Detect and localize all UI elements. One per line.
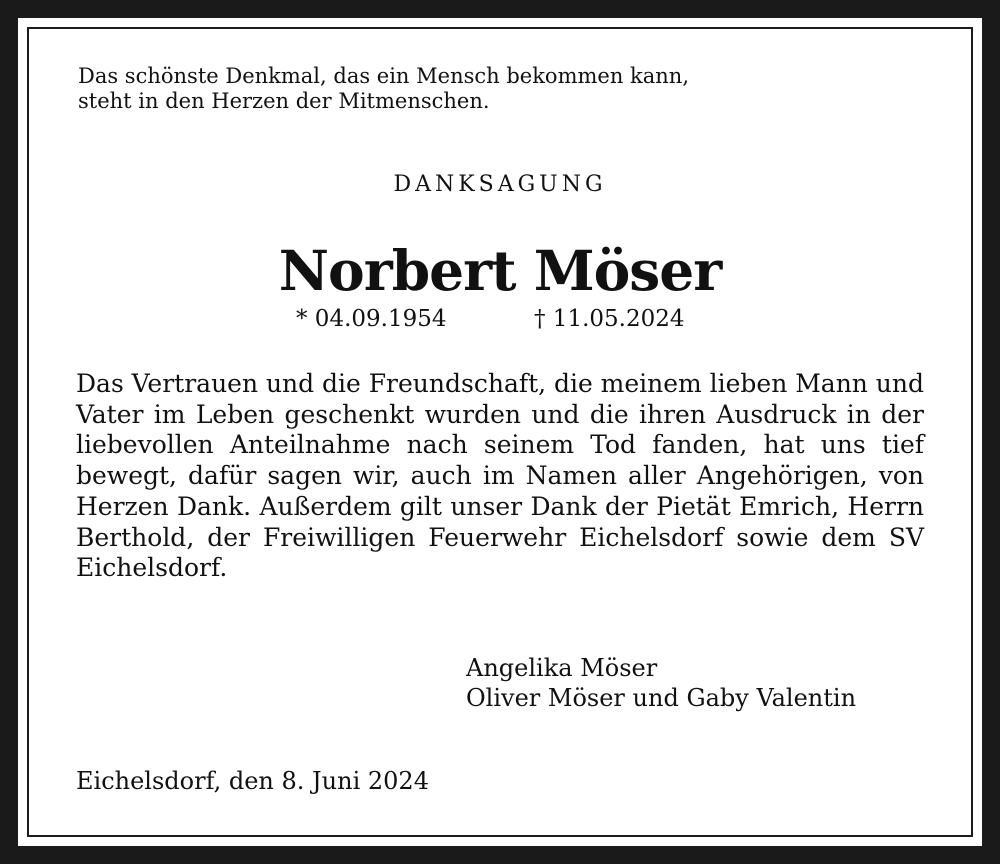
motto-line-1: Das schönste Denkmal, das ein Mensch bekommen kann, (78, 64, 689, 88)
motto-quote (78, 64, 838, 114)
signatures (466, 653, 936, 713)
notice-heading: DANKSAGUNG (393, 172, 607, 197)
thank-you-text: Das Vertrauen und die Freundschaft, die meinem lieben Mann und Vater im Leben geschenkt wurden und die ihren Ausdruck in der liebevollen Anteilnahme nach seinem Tod fanden, hat uns tief bewegt, dafür sagen wir, auch im Namen aller Angehörigen, von Herzen Dank. Außerdem gilt unser Dank der Pietät Emrich, Herrn Berthold, der Freiwilligen Feuerwehr Eichelsdorf sowie dem SV Eichelsdorf. (76, 369, 924, 583)
place-and-date: Eichelsdorf, den 8. Juni 2024 (76, 767, 429, 795)
signature-line-1: Angelika Möser (466, 654, 658, 682)
motto-line-2: steht in den Herzen der Mitmenschen. (78, 89, 490, 113)
signature-line-2: Oliver Möser und Gaby Valentin (466, 684, 857, 712)
deceased-name: Norbert Möser (278, 238, 722, 303)
death-date: † 11.05.2024 (534, 306, 685, 332)
life-dates (0, 306, 1000, 338)
birth-date: * 04.09.1954 (296, 306, 447, 332)
